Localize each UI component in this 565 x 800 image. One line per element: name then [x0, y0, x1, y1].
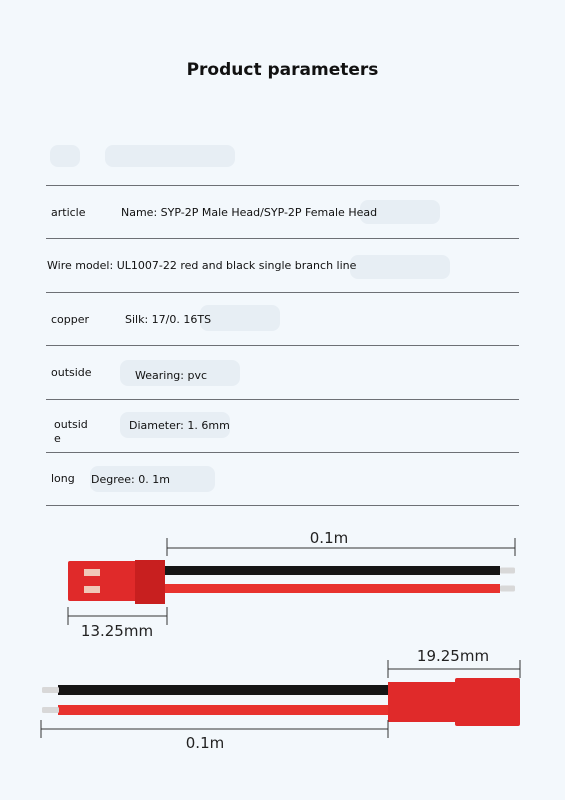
- row-value-name: Name: SYP-2P Male Head/SYP-2P Female Head: [121, 206, 378, 219]
- female-connector-neck: [388, 682, 458, 722]
- female-head-label: 19.25mm: [416, 647, 490, 665]
- red-wire: [58, 705, 390, 715]
- row-label-outside: outside: [51, 366, 92, 379]
- row-value-silk: Silk: 17/0. 16TS: [125, 313, 212, 326]
- row-value-diameter: Diameter: 1. 6mm: [129, 419, 230, 432]
- male-head-label: 13.25mm: [80, 622, 154, 640]
- connector-pin: [84, 569, 100, 576]
- wire-tip: [500, 568, 515, 574]
- female-connector-body: [455, 678, 520, 726]
- row-label-copper: copper: [51, 313, 90, 326]
- red-wire: [164, 584, 500, 593]
- connector-pin: [84, 586, 100, 593]
- wire-tip: [500, 586, 515, 592]
- female-connector-group: [41, 647, 520, 752]
- male-connector-collar: [135, 560, 165, 604]
- black-wire: [164, 566, 500, 575]
- male-length-label: 0.1m: [309, 529, 349, 547]
- row-label-long: long: [51, 472, 75, 485]
- female-length-label: 0.1m: [185, 734, 225, 752]
- page-title: Product parameters: [186, 60, 379, 80]
- row-label-outside-wrapped: outsid e: [54, 418, 88, 445]
- row-value-degree: Degree: 0. 1m: [91, 473, 170, 486]
- wire-tip: [42, 707, 59, 713]
- row-value-wearing: Wearing: pvc: [135, 369, 208, 382]
- male-connector-body: [68, 561, 137, 601]
- row-value-wire-model: Wire model: UL1007-22 red and black single branch line: [47, 259, 357, 272]
- row-label-article: article: [51, 206, 86, 219]
- black-wire: [58, 685, 390, 695]
- wire-tip: [42, 687, 59, 693]
- male-connector-group: [68, 529, 515, 640]
